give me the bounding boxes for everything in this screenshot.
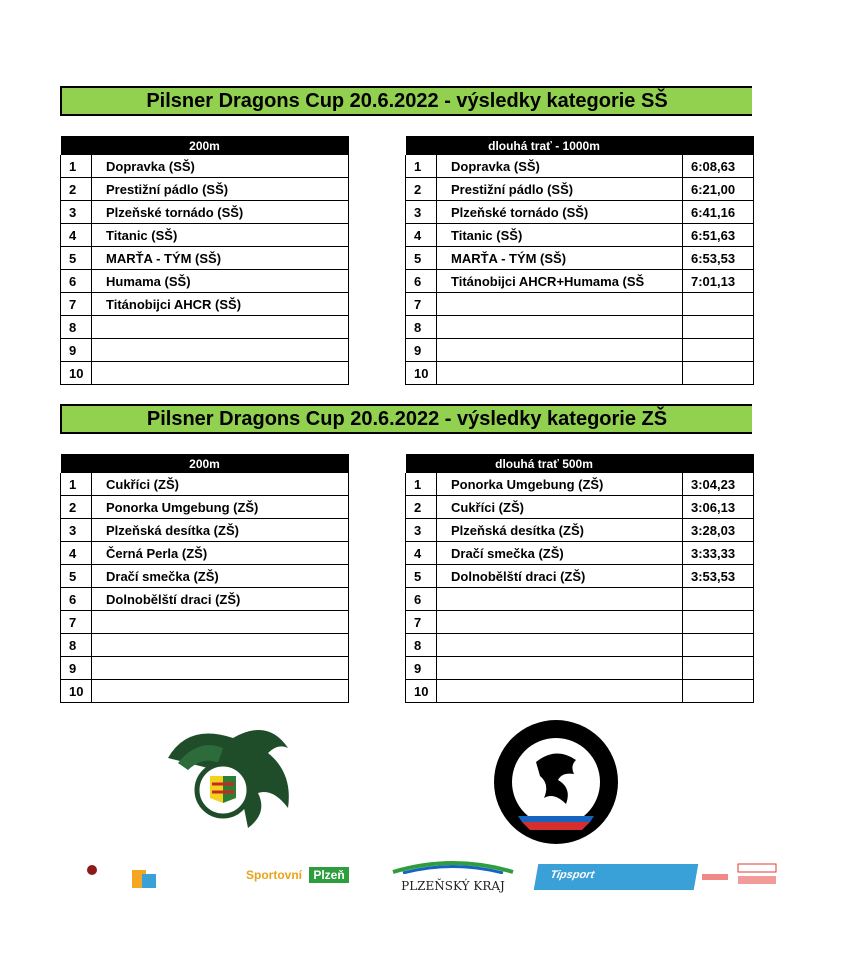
table-row [406, 201, 754, 224]
table-row [61, 201, 349, 224]
rank-cell: 10 [61, 362, 92, 385]
team-cell: Humama (SŠ) [92, 270, 349, 293]
team-cell: Černá Perla (ZŠ) [92, 542, 349, 565]
team-cell: Ponorka Umgebung (ZŠ) [92, 496, 349, 519]
table-row [61, 634, 349, 657]
team-cell [92, 339, 349, 362]
table-row [61, 542, 349, 565]
table-row [61, 293, 349, 316]
team-cell [437, 680, 683, 703]
table-row [61, 473, 349, 496]
table-row [61, 270, 349, 293]
plzensky-kraj-label: PLZEŇSKÝ KRAJ [401, 879, 505, 893]
time-cell [683, 339, 754, 362]
time-cell: 6:08,63 [683, 155, 754, 178]
table-header-time [683, 454, 754, 473]
time-cell [683, 634, 754, 657]
team-cell [92, 634, 349, 657]
table-row [61, 339, 349, 362]
time-cell [683, 316, 754, 339]
rank-cell: 10 [61, 680, 92, 703]
table-header: 200m [61, 454, 349, 473]
team-cell: Cukříci (ZŠ) [437, 496, 683, 519]
team-cell [437, 611, 683, 634]
team-cell [92, 362, 349, 385]
table-ss-200m [60, 136, 349, 385]
table-row [406, 473, 754, 496]
tipsport-label: Tipsport [549, 869, 596, 881]
rank-cell: 6 [406, 588, 437, 611]
table-zs-500m [405, 454, 754, 703]
team-cell [437, 657, 683, 680]
rank-cell: 2 [61, 496, 92, 519]
table-row [406, 155, 754, 178]
cdba-logo [478, 718, 634, 851]
rank-cell: 7 [61, 611, 92, 634]
table-row [406, 519, 754, 542]
table-row [61, 565, 349, 588]
table-row [406, 178, 754, 201]
team-cell: MARŤA - TÝM (SŠ) [437, 247, 683, 270]
team-cell [92, 657, 349, 680]
team-cell: Dopravka (SŠ) [92, 155, 349, 178]
rank-cell: 3 [406, 519, 437, 542]
table-row [406, 565, 754, 588]
rank-cell: 7 [61, 293, 92, 316]
rank-cell: 2 [406, 178, 437, 201]
rank-cell: 3 [61, 201, 92, 224]
table-row [406, 316, 754, 339]
team-cell: MARŤA - TÝM (SŠ) [92, 247, 349, 270]
rank-cell: 9 [406, 657, 437, 680]
table-row [61, 611, 349, 634]
rank-cell: 1 [406, 155, 437, 178]
team-cell [437, 316, 683, 339]
rank-cell: 1 [406, 473, 437, 496]
rank-cell: 8 [406, 634, 437, 657]
table-row [406, 657, 754, 680]
pilsner-dragons-logo [148, 718, 298, 838]
table-row [406, 542, 754, 565]
team-cell: Dolnobělští draci (ZŠ) [92, 588, 349, 611]
time-cell [683, 611, 754, 634]
rank-cell: 4 [61, 224, 92, 247]
team-cell: Prestižní pádlo (SŠ) [92, 178, 349, 201]
table-row [61, 247, 349, 270]
table-row [61, 657, 349, 680]
table-row [61, 224, 349, 247]
rank-cell: 6 [406, 270, 437, 293]
rank-cell: 6 [61, 270, 92, 293]
table-row [406, 680, 754, 703]
rank-cell: 8 [406, 316, 437, 339]
rank-cell: 9 [61, 657, 92, 680]
team-cell: Plzeňské tornádo (SŠ) [92, 201, 349, 224]
table-header-time [683, 136, 754, 155]
banner-zs [60, 404, 752, 434]
rank-cell: 2 [406, 496, 437, 519]
time-cell: 3:06,13 [683, 496, 754, 519]
table-zs-200m [60, 454, 349, 703]
table-header: dlouhá trať - 1000m [406, 136, 683, 155]
table-row [61, 519, 349, 542]
time-cell [683, 657, 754, 680]
table-row [61, 680, 349, 703]
time-cell: 3:33,33 [683, 542, 754, 565]
time-cell: 6:41,16 [683, 201, 754, 224]
sportovni-label: Sportovní [246, 868, 302, 882]
time-cell: 3:53,53 [683, 565, 754, 588]
team-cell: Titanic (SŠ) [437, 224, 683, 247]
time-cell [683, 680, 754, 703]
table-ss-1000m [405, 136, 754, 385]
table-row [406, 634, 754, 657]
table-header: 200m [61, 136, 349, 155]
time-cell: 6:53,53 [683, 247, 754, 270]
team-cell: Dračí smečka (ZŠ) [92, 565, 349, 588]
team-cell: Titanic (SŠ) [92, 224, 349, 247]
table-row [61, 316, 349, 339]
time-cell: 3:04,23 [683, 473, 754, 496]
rank-cell: 9 [61, 339, 92, 362]
rank-cell: 10 [406, 362, 437, 385]
rank-cell: 10 [406, 680, 437, 703]
rank-cell: 2 [61, 178, 92, 201]
team-cell [92, 316, 349, 339]
team-cell [437, 362, 683, 385]
team-cell: Titánobijci AHCR+Humama (SŠ [437, 270, 683, 293]
team-cell [437, 293, 683, 316]
rank-cell: 3 [406, 201, 437, 224]
table-row [406, 224, 754, 247]
rank-cell: 5 [61, 247, 92, 270]
table-row [406, 588, 754, 611]
rank-cell: 1 [61, 155, 92, 178]
rank-cell: 4 [61, 542, 92, 565]
table-row [61, 362, 349, 385]
team-cell: Cukříci (ZŠ) [92, 473, 349, 496]
table-row [406, 362, 754, 385]
time-cell: 6:21,00 [683, 178, 754, 201]
team-cell [437, 339, 683, 362]
table-header: dlouhá trať 500m [406, 454, 683, 473]
rank-cell: 5 [61, 565, 92, 588]
table-row [406, 496, 754, 519]
rank-cell: 5 [406, 565, 437, 588]
time-cell [683, 362, 754, 385]
small-sponsor-logo-1 [700, 870, 730, 889]
time-cell: 3:28,03 [683, 519, 754, 542]
team-cell: Plzeňská desítka (ZŠ) [92, 519, 349, 542]
rank-cell: 7 [406, 611, 437, 634]
team-cell [437, 588, 683, 611]
table-row [61, 155, 349, 178]
team-cell [92, 680, 349, 703]
rank-cell: 7 [406, 293, 437, 316]
table-row [406, 270, 754, 293]
team-cell [92, 611, 349, 634]
rank-cell: 1 [61, 473, 92, 496]
small-sponsor-logo-2 [736, 862, 778, 893]
time-cell: 6:51,63 [683, 224, 754, 247]
banner-ss [60, 86, 752, 116]
rank-cell: 4 [406, 542, 437, 565]
team-cell: Titánobijci AHCR (SŠ) [92, 293, 349, 316]
time-cell [683, 293, 754, 316]
team-cell: Dolnobělští draci (ZŠ) [437, 565, 683, 588]
plzensky-kraj-logo [388, 860, 518, 893]
internet-hned-logo [132, 866, 232, 897]
team-cell [437, 634, 683, 657]
team-cell: Dopravka (SŠ) [437, 155, 683, 178]
sponsors-strip [60, 856, 790, 896]
rank-cell: 3 [61, 519, 92, 542]
sportovni-plzen-logo [246, 868, 349, 882]
table-row [406, 247, 754, 270]
plzen-label: Plzeň [309, 867, 348, 883]
tipsport-logo [534, 864, 699, 890]
banner-zs-title: Pilsner Dragons Cup 20.6.2022 - výsledky kategorie ZŠ [146, 408, 668, 430]
team-cell: Plzeňské tornádo (SŠ) [437, 201, 683, 224]
table-row [406, 611, 754, 634]
rank-cell: 4 [406, 224, 437, 247]
table-row [406, 339, 754, 362]
team-cell: Ponorka Umgebung (ZŠ) [437, 473, 683, 496]
table-row [61, 178, 349, 201]
rank-cell: 6 [61, 588, 92, 611]
time-cell: 7:01,13 [683, 270, 754, 293]
rank-cell: 5 [406, 247, 437, 270]
team-cell: Plzeňská desítka (ZŠ) [437, 519, 683, 542]
rank-cell: 9 [406, 339, 437, 362]
chodovar-logo [64, 864, 120, 890]
time-cell [683, 588, 754, 611]
table-row [406, 293, 754, 316]
table-row [61, 588, 349, 611]
table-row [61, 496, 349, 519]
team-cell: Dračí smečka (ZŠ) [437, 542, 683, 565]
banner-ss-title: Pilsner Dragons Cup 20.6.2022 - výsledky kategorie SŠ [146, 90, 668, 112]
rank-cell: 8 [61, 634, 92, 657]
rank-cell: 8 [61, 316, 92, 339]
team-cell: Prestižní pádlo (SŠ) [437, 178, 683, 201]
